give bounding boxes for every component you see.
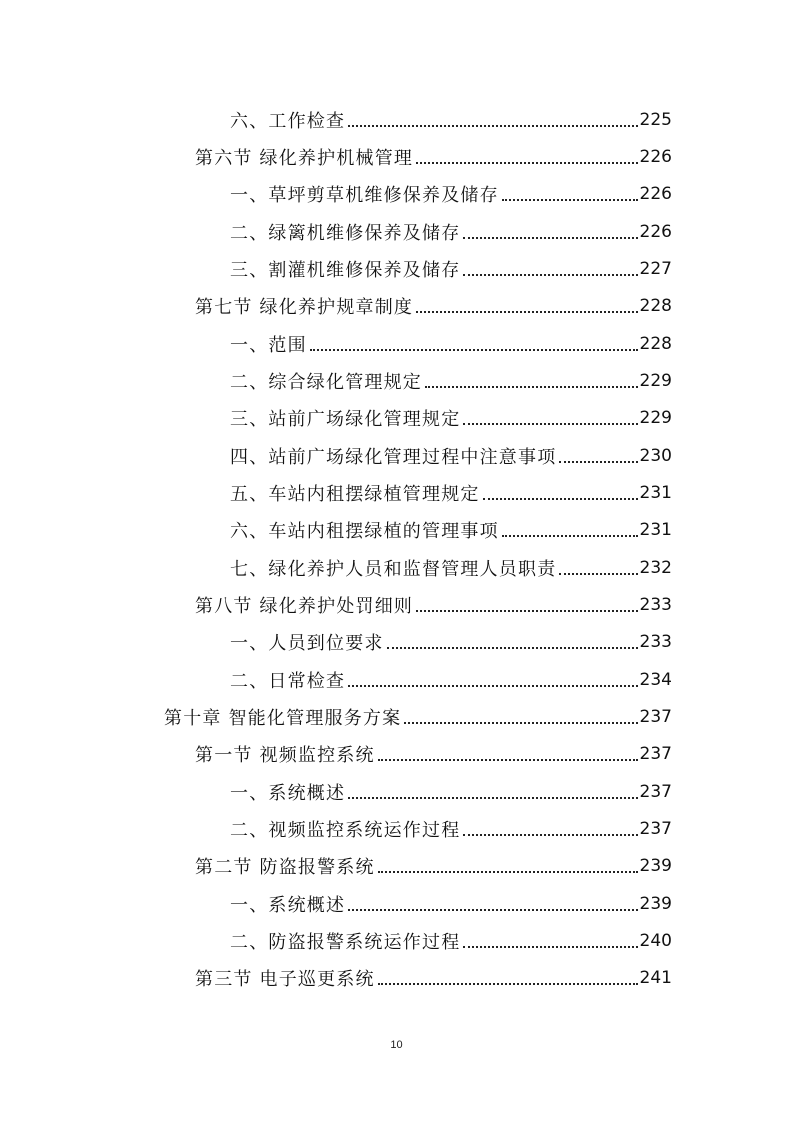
- toc-entry-page: 231: [639, 482, 672, 503]
- toc-entry-title: 三、站前广场绿化管理规定: [230, 409, 461, 431]
- toc-entry[interactable]: [0, 698, 793, 735]
- toc-dot-leader: [416, 162, 637, 164]
- toc-entry-page: 226: [639, 184, 672, 205]
- toc-entry-title: 二、日常检查: [230, 670, 346, 692]
- toc-entry-title: 六、车站内租摆绿植的管理事项: [230, 521, 499, 543]
- toc-entry-page: 241: [639, 968, 672, 989]
- toc-entry[interactable]: [0, 213, 793, 250]
- toc-entry-title: 第七节 绿化养护规章制度: [195, 297, 414, 319]
- toc-dot-leader: [378, 759, 638, 761]
- toc-entry[interactable]: [0, 250, 793, 287]
- toc-entry-title: 第十章 智能化管理服务方案: [164, 707, 402, 729]
- toc-entry-page: 227: [639, 258, 672, 279]
- toc-entry-page: 239: [639, 893, 672, 914]
- toc-dot-leader: [348, 797, 637, 799]
- toc-entry-title: 二、视频监控系统运作过程: [230, 819, 461, 841]
- toc-entry[interactable]: [0, 661, 793, 698]
- toc-dot-leader: [502, 535, 638, 537]
- toc-entry-page: 225: [639, 109, 672, 130]
- page-number: 10: [390, 1039, 403, 1051]
- toc-entry[interactable]: [0, 624, 793, 661]
- toc-entry-page: 226: [639, 221, 672, 242]
- toc-entry[interactable]: [0, 848, 793, 885]
- toc-entry-page: 233: [639, 594, 672, 615]
- toc-entry-page: 237: [639, 744, 672, 765]
- toc-entry-page: 239: [639, 856, 672, 877]
- toc-entry-title: 一、系统概述: [230, 894, 346, 916]
- toc-dot-leader: [463, 274, 637, 276]
- toc-entry-page: 237: [639, 818, 672, 839]
- toc-entry[interactable]: [0, 325, 793, 362]
- toc-entry-title: 一、人员到位要求: [230, 633, 384, 655]
- toc-entry-page: 240: [639, 930, 672, 951]
- toc-entry[interactable]: [0, 288, 793, 325]
- toc-entry[interactable]: [0, 101, 793, 138]
- toc-entry-title: 二、综合绿化管理规定: [230, 371, 422, 393]
- toc-dot-leader: [348, 909, 637, 911]
- toc-dot-leader: [559, 573, 637, 575]
- toc-entry-page: 226: [639, 146, 672, 167]
- toc-entry-title: 七、绿化养护人员和监督管理人员职责: [230, 558, 557, 580]
- toc-entry-title: 第六节 绿化养护机械管理: [195, 147, 414, 169]
- toc-dot-leader: [404, 722, 637, 724]
- toc-entry[interactable]: [0, 586, 793, 623]
- toc-entry-title: 一、草坪剪草机维修保养及储存: [230, 185, 499, 207]
- toc-dot-leader: [559, 461, 637, 463]
- toc-entry-page: 229: [639, 370, 672, 391]
- toc-dot-leader: [502, 199, 638, 201]
- toc-entry-title: 二、防盗报警系统运作过程: [230, 931, 461, 953]
- toc-entry[interactable]: [0, 474, 793, 511]
- toc-entry[interactable]: [0, 400, 793, 437]
- toc-dot-leader: [348, 125, 637, 127]
- toc-entry-title: 二、绿篱机维修保养及储存: [230, 222, 461, 244]
- toc-entry[interactable]: [0, 885, 793, 922]
- toc-dot-leader: [425, 386, 638, 388]
- toc-dot-leader: [463, 834, 637, 836]
- toc-entry-page: 228: [639, 296, 672, 317]
- toc-dot-leader: [348, 685, 637, 687]
- toc-entry-title: 一、范围: [230, 334, 307, 356]
- toc-entry-title: 六、工作检查: [230, 110, 346, 132]
- toc-entry-page: 233: [639, 632, 672, 653]
- toc-dot-leader: [463, 423, 637, 425]
- toc-dot-leader: [310, 349, 638, 351]
- toc-entry-title: 第二节 防盗报警系统: [195, 857, 375, 879]
- toc-entry-page: 234: [639, 669, 672, 690]
- toc-entry[interactable]: [0, 362, 793, 399]
- toc-entry[interactable]: [0, 176, 793, 213]
- toc-entry-page: 228: [639, 333, 672, 354]
- toc-entry-title: 五、车站内租摆绿植管理规定: [230, 483, 480, 505]
- toc-dot-leader: [416, 610, 637, 612]
- toc-dot-leader: [483, 498, 638, 500]
- toc-entry-title: 第三节 电子巡更系统: [195, 969, 375, 991]
- toc-dot-leader: [463, 946, 637, 948]
- toc-entry-title: 三、割灌机维修保养及储存: [230, 259, 461, 281]
- toc-entry-title: 第一节 视频监控系统: [195, 745, 375, 767]
- toc-dot-leader: [416, 311, 637, 313]
- toc-entry[interactable]: [0, 437, 793, 474]
- toc-entry[interactable]: [0, 922, 793, 959]
- toc-entry-title: 一、系统概述: [230, 782, 346, 804]
- toc-entry-page: 230: [639, 445, 672, 466]
- toc-entry[interactable]: [0, 810, 793, 847]
- toc-entry-title: 第八节 绿化养护处罚细则: [195, 595, 414, 617]
- toc-entry[interactable]: [0, 773, 793, 810]
- toc-dot-leader: [378, 983, 638, 985]
- toc-entry-page: 237: [639, 781, 672, 802]
- toc-entry[interactable]: [0, 960, 793, 997]
- toc-entry[interactable]: [0, 549, 793, 586]
- toc-dot-leader: [378, 871, 638, 873]
- toc-entry-page: 229: [639, 408, 672, 429]
- toc-dot-leader: [463, 237, 637, 239]
- table-of-contents: [0, 101, 793, 997]
- toc-entry[interactable]: [0, 736, 793, 773]
- toc-entry[interactable]: [0, 138, 793, 175]
- toc-entry-page: 231: [639, 520, 672, 541]
- toc-entry-page: 232: [639, 557, 672, 578]
- toc-entry[interactable]: [0, 512, 793, 549]
- toc-dot-leader: [387, 647, 638, 649]
- toc-entry-page: 237: [639, 706, 672, 727]
- toc-entry-title: 四、站前广场绿化管理过程中注意事项: [230, 446, 557, 468]
